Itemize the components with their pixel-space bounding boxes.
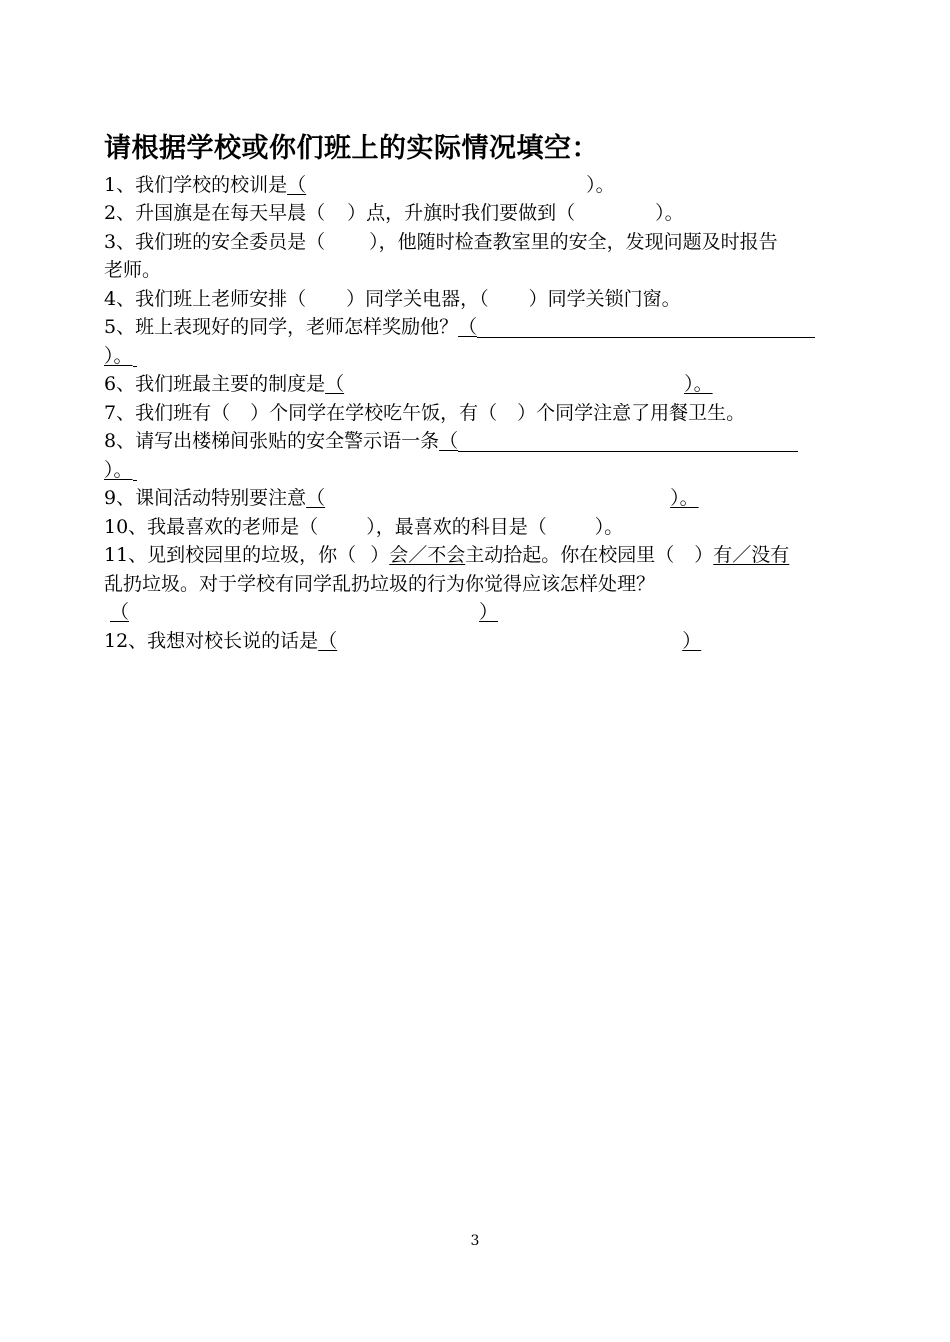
- page-number: 3: [470, 1233, 480, 1249]
- question-11: 11、见到校园里的垃圾，你（ ）会／不会主动拾起。你在校园里（ ）有／没有: [104, 544, 790, 566]
- question-9: 9、课间活动特别要注意（ ）。: [104, 487, 699, 509]
- question-11-choice-1[interactable]: 会／不会: [389, 544, 466, 566]
- question-1-answer-field[interactable]: （: [287, 174, 307, 196]
- question-2-blank-behavior[interactable]: [575, 205, 655, 224]
- question-11-blank-1[interactable]: [356, 547, 370, 566]
- question-10: 10、我最喜欢的老师是（ ），最喜欢的科目是（ ）。: [104, 516, 624, 538]
- question-7: 7、我们班有（ ）个同学在学校吃午饭，有（ ）个同学注意了用餐卫生。: [104, 402, 746, 424]
- question-6: 6、我们班最主要的制度是（ ）。: [104, 373, 713, 395]
- question-5: 5、班上表现好的同学，老师怎样奖励他？（: [104, 316, 815, 338]
- question-11-choice-2[interactable]: 有／没有: [713, 544, 790, 566]
- question-11-blank-2[interactable]: [674, 547, 694, 566]
- page-title: 请根据学校或你们班上的实际情况填空：: [104, 133, 599, 164]
- question-2-blank-time[interactable]: [325, 205, 347, 224]
- question-5-answer-field[interactable]: （: [458, 316, 815, 338]
- question-8: 8、请写出楼梯间张贴的安全警示语一条（: [104, 430, 798, 452]
- question-12: 12、我想对校长说的话是（ ）: [104, 630, 715, 652]
- question-3-blank-member[interactable]: [325, 234, 369, 253]
- question-10-blank-subject[interactable]: [547, 519, 595, 538]
- question-7-blank-lunch[interactable]: [230, 405, 250, 424]
- question-8-continued: ）。: [104, 459, 137, 481]
- question-5-continued: ）。: [104, 345, 137, 367]
- question-11-answer-line: [104, 601, 512, 623]
- question-11-continued: 乱扔垃圾。对于学校有同学乱扔垃圾的行为你觉得应该怎样处理？: [104, 573, 656, 595]
- question-9-answer-field[interactable]: （ ）。: [306, 487, 699, 509]
- question-4: 4、我们班上老师安排（ ）同学关电器，（ ）同学关锁门窗。: [104, 288, 681, 310]
- question-7-blank-hygiene[interactable]: [497, 405, 517, 424]
- question-11-answer-field[interactable]: （ ）: [110, 601, 499, 623]
- question-4-blank-electric[interactable]: [306, 291, 346, 310]
- question-3-continued: 老师。: [104, 259, 162, 281]
- question-6-answer-field[interactable]: （ ）。: [325, 373, 713, 395]
- question-2: 2、升国旗是在每天早晨（ ）点，升旗时我们要做到（ ）。: [104, 202, 684, 224]
- question-8-answer-field[interactable]: （: [439, 430, 798, 452]
- question-3: 3、我们班的安全委员是（ ），他随时检查教室里的安全，发现问题及时报告: [104, 231, 778, 253]
- question-1: 1、我们学校的校训是（ ）。: [104, 174, 615, 196]
- question-10-blank-teacher[interactable]: [318, 519, 366, 538]
- question-12-answer-field[interactable]: （ ）: [318, 630, 702, 652]
- question-1-text: 1、我们学校的校训是: [104, 174, 288, 196]
- question-4-blank-door[interactable]: [489, 291, 529, 310]
